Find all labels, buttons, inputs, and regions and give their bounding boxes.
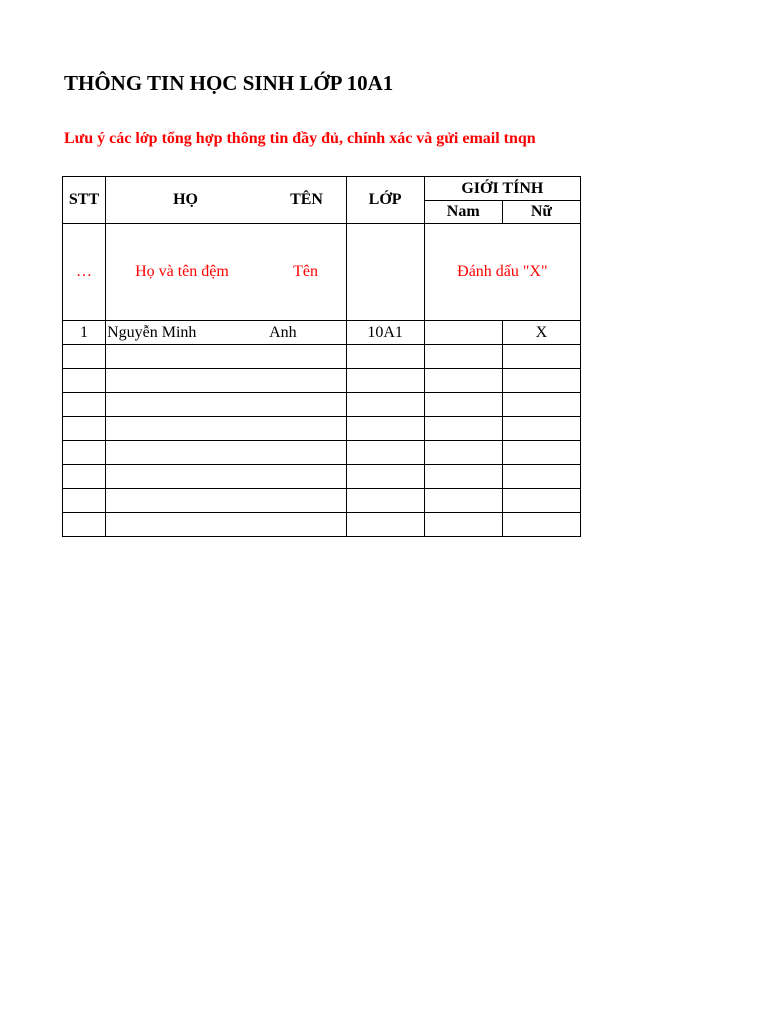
cell-nu[interactable]	[502, 513, 580, 537]
student-info-table	[62, 176, 581, 537]
cell-stt[interactable]: 1	[63, 321, 106, 345]
cell-name[interactable]	[106, 465, 346, 489]
cell-nam[interactable]	[424, 465, 502, 489]
cell-stt[interactable]	[63, 489, 106, 513]
header-stt: STT	[63, 177, 106, 224]
cell-lop[interactable]	[346, 513, 424, 537]
header-ho: HỌ	[173, 191, 198, 208]
cell-nam[interactable]	[424, 441, 502, 465]
cell-stt[interactable]	[63, 345, 106, 369]
hint-ho: Họ và tên đệm	[135, 263, 229, 280]
cell-nu[interactable]	[502, 393, 580, 417]
header-name	[106, 177, 346, 224]
header-ten: TÊN	[290, 191, 323, 208]
cell-name[interactable]	[106, 417, 346, 441]
cell-nam[interactable]	[424, 345, 502, 369]
table-row	[63, 393, 581, 417]
cell-nu[interactable]	[502, 345, 580, 369]
cell-name[interactable]	[106, 345, 346, 369]
header-nu: Nữ	[502, 201, 580, 224]
table-row	[63, 489, 581, 513]
header-nam: Nam	[424, 201, 502, 224]
cell-lop[interactable]	[346, 489, 424, 513]
cell-nam[interactable]	[424, 369, 502, 393]
cell-nam[interactable]	[424, 489, 502, 513]
cell-name[interactable]	[106, 369, 346, 393]
cell-name[interactable]	[106, 513, 346, 537]
cell-stt[interactable]	[63, 369, 106, 393]
hint-stt[interactable]: …	[63, 224, 106, 321]
hint-gioi-tinh[interactable]: Đánh dấu "X"	[424, 224, 580, 321]
table-row	[63, 465, 581, 489]
cell-stt[interactable]	[63, 513, 106, 537]
data-rows	[63, 321, 581, 537]
cell-nu[interactable]	[502, 369, 580, 393]
cell-name[interactable]	[106, 489, 346, 513]
cell-lop[interactable]	[346, 465, 424, 489]
table-row	[63, 513, 581, 537]
cell-name[interactable]	[106, 321, 346, 345]
hint-lop[interactable]	[346, 224, 424, 321]
page-title: THÔNG TIN HỌC SINH LỚP 10A1	[64, 71, 394, 95]
cell-nu[interactable]	[502, 465, 580, 489]
instruction-note: Lưu ý các lớp tổng hợp thông tin đầy đủ, chính xác và gửi email tnqn	[64, 130, 536, 147]
cell-lop[interactable]	[346, 393, 424, 417]
cell-nam[interactable]	[424, 321, 502, 345]
table-row	[63, 321, 581, 345]
cell-lop[interactable]: 10A1	[346, 321, 424, 345]
cell-stt[interactable]	[63, 393, 106, 417]
cell-nam[interactable]	[424, 393, 502, 417]
table-row	[63, 345, 581, 369]
header-lop: LỚP	[346, 177, 424, 224]
cell-lop[interactable]	[346, 417, 424, 441]
cell-ho: Nguyễn Minh	[107, 323, 197, 341]
cell-lop[interactable]	[346, 345, 424, 369]
cell-stt[interactable]	[63, 417, 106, 441]
cell-nu[interactable]	[502, 489, 580, 513]
cell-stt[interactable]	[63, 465, 106, 489]
table-row	[63, 369, 581, 393]
table-row	[63, 417, 581, 441]
hint-ten: Tên	[293, 263, 318, 280]
cell-lop[interactable]	[346, 369, 424, 393]
cell-name[interactable]	[106, 393, 346, 417]
table-row	[63, 441, 581, 465]
hint-row	[63, 224, 581, 321]
cell-ten: Anh	[269, 323, 297, 341]
cell-nu[interactable]: X	[502, 321, 580, 345]
cell-stt[interactable]	[63, 441, 106, 465]
cell-name[interactable]	[106, 441, 346, 465]
header-gioi-tinh: GIỚI TÍNH	[424, 177, 580, 201]
cell-nam[interactable]	[424, 513, 502, 537]
cell-nam[interactable]	[424, 417, 502, 441]
cell-lop[interactable]	[346, 441, 424, 465]
cell-nu[interactable]	[502, 417, 580, 441]
cell-nu[interactable]	[502, 441, 580, 465]
header-row	[63, 177, 581, 201]
hint-name-cell[interactable]	[106, 224, 346, 321]
